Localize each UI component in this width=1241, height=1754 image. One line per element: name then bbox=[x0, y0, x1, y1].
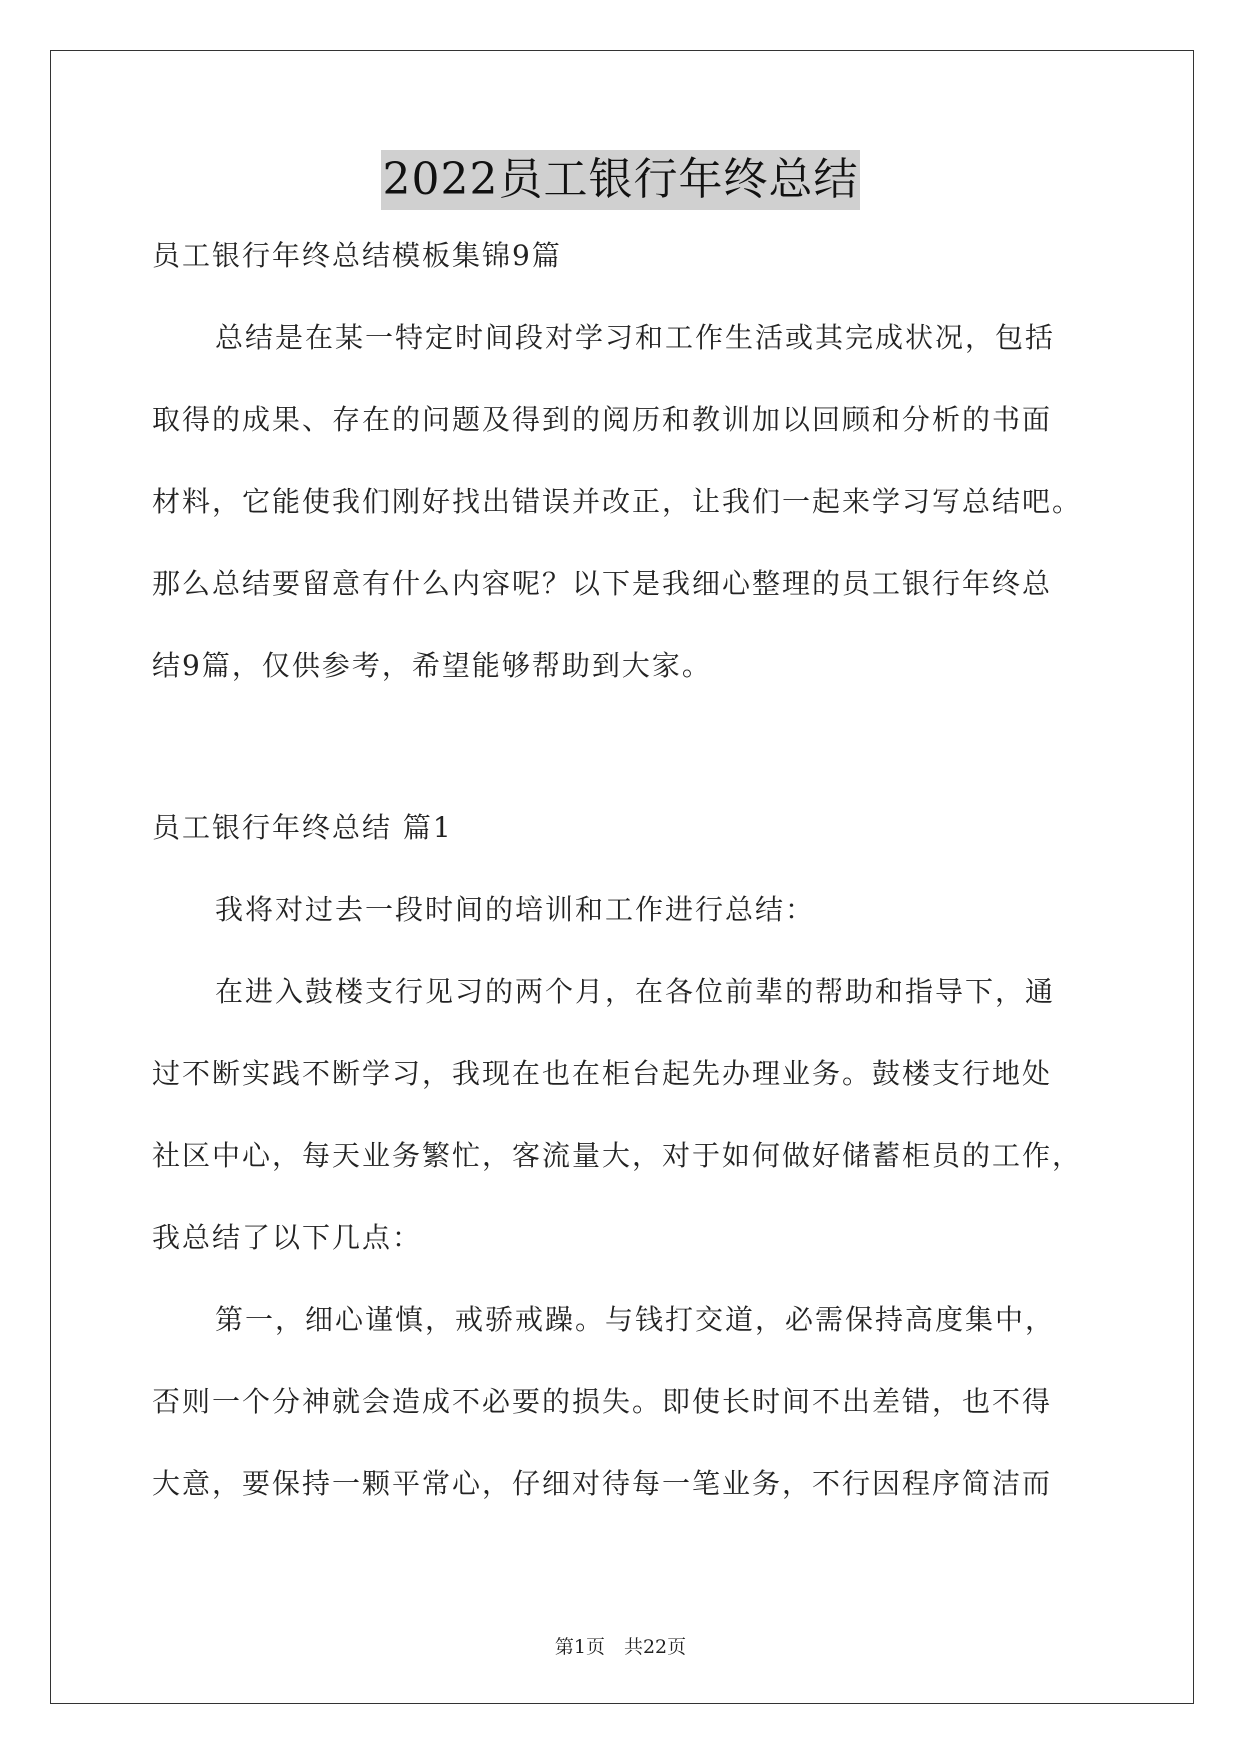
intro-line: 取得的成果、存在的问题及得到的阅历和教训加以回顾和分析的书面 bbox=[152, 403, 1053, 436]
paragraph-line: 否则一个分神就会造成不必要的损失。即使长时间不出差错，也不得 bbox=[152, 1385, 1053, 1418]
intro-line: 材料，它能使我们刚好找出错误并改正，让我们一起来学习写总结吧。 bbox=[152, 485, 1083, 518]
intro-line: 总结是在某一特定时间段对学习和工作生活或其完成状况，包括 bbox=[215, 321, 1056, 354]
document-title: 2022员工银行年终总结 bbox=[381, 150, 861, 210]
page-number: 第1页 共22页 bbox=[554, 1636, 687, 1658]
subtitle: 员工银行年终总结模板集锦9篇 bbox=[152, 239, 562, 272]
paragraph-line: 第一，细心谨慎，戒骄戒躁。与钱打交道，必需保持高度集中， bbox=[215, 1303, 1056, 1336]
intro-line: 结9篇，仅供参考，希望能够帮助到大家。 bbox=[152, 649, 712, 682]
section-heading: 员工银行年终总结 篇1 bbox=[152, 811, 453, 844]
title-container bbox=[0, 150, 1241, 210]
document-body bbox=[152, 232, 1092, 1542]
paragraph-line: 社区中心，每天业务繁忙，客流量大，对于如何做好储蓄柜员的工作， bbox=[152, 1139, 1083, 1172]
paragraph-line: 过不断实践不断学习，我现在也在柜台起先办理业务。鼓楼支行地处 bbox=[152, 1057, 1053, 1090]
paragraph-line: 大意，要保持一颗平常心，仔细对待每一笔业务，不行因程序简洁而 bbox=[152, 1467, 1053, 1500]
paragraph-line: 我将对过去一段时间的培训和工作进行总结： bbox=[215, 893, 816, 926]
paragraph-line: 在进入鼓楼支行见习的两个月，在各位前辈的帮助和指导下，通 bbox=[215, 975, 1056, 1008]
intro-line: 那么总结要留意有什么内容呢？以下是我细心整理的员工银行年终总 bbox=[152, 567, 1053, 600]
paragraph-line: 我总结了以下几点： bbox=[152, 1221, 423, 1254]
section-gap bbox=[152, 724, 1092, 804]
